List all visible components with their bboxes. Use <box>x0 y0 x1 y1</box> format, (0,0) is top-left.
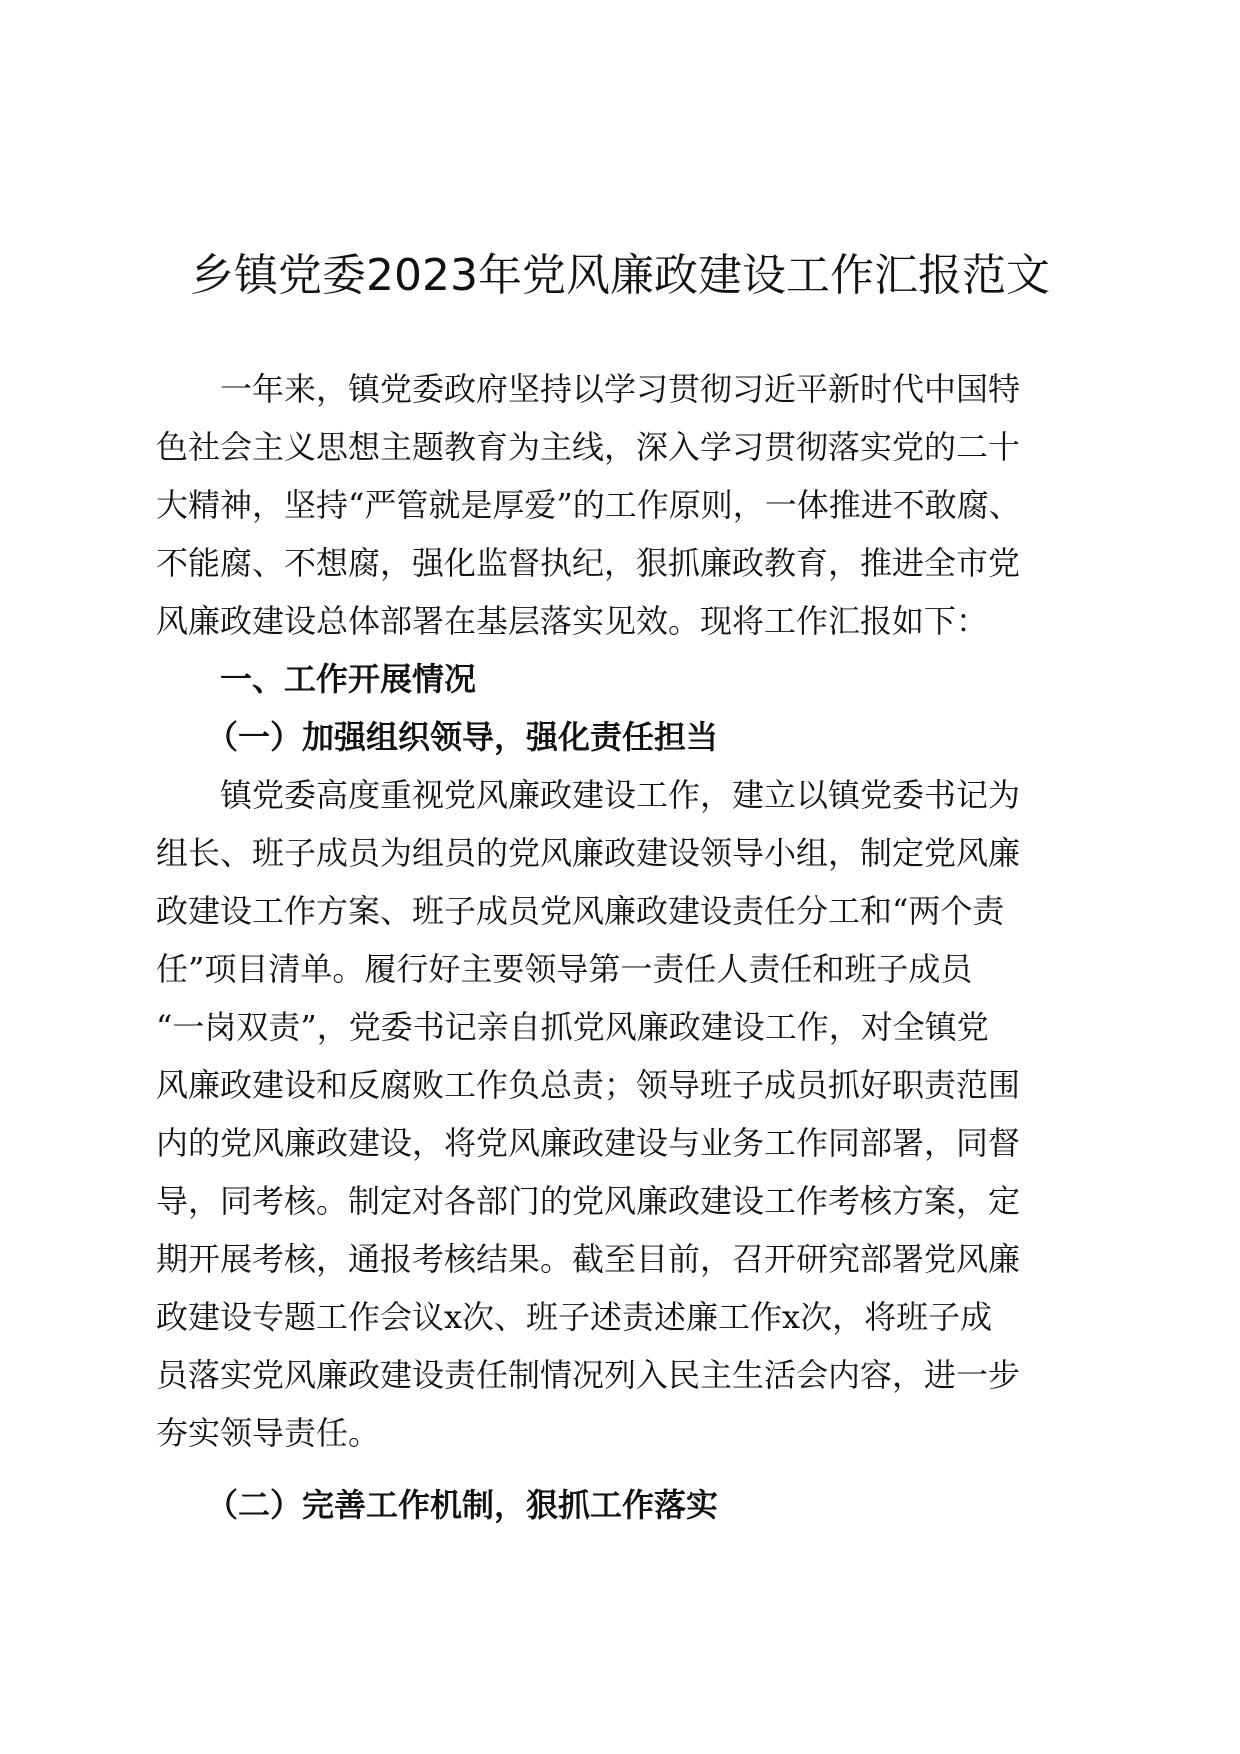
document-body <box>156 360 1096 1534</box>
intro-line: 大精神，坚持“严管就是厚爱”的工作原则，一体推进不敢腐、 <box>156 486 1021 524</box>
intro-paragraph <box>156 360 1096 650</box>
intro-line: 不能腐、不想腐，强化监督执纪，狠抓廉政教育，推进全市党 <box>156 544 1021 582</box>
paragraph-line: 任”项目清单。履行好主要领导第一责任人责任和班子成员 <box>156 950 973 988</box>
paragraph-line: 组长、班子成员为组员的党风廉政建设领导小组，制定党风廉 <box>156 834 1021 872</box>
paragraph-line: 员落实党风廉政建设责任制情况列入民主生活会内容，进一步 <box>156 1356 1021 1394</box>
paragraph-line: 导，同考核。制定对各部门的党风廉政建设工作考核方案，定 <box>156 1182 1021 1220</box>
document-title: 乡镇党委2023年党风廉政建设工作汇报范文 <box>190 250 1050 301</box>
paragraph-line: 镇党委高度重视党风廉政建设工作，建立以镇党委书记为 <box>220 776 1021 814</box>
paragraph-line: 政建设专题工作会议x次、班子述责述廉工作x次，将班子成 <box>156 1298 993 1336</box>
section-heading: 一、工作开展情况 <box>220 660 477 698</box>
paragraph-line: 内的党风廉政建设，将党风廉政建设与业务工作同部署，同督 <box>156 1124 1021 1162</box>
intro-line: 风廉政建设总体部署在基层落实见效。现将工作汇报如下： <box>156 602 989 640</box>
paragraph-line: “一岗双责”，党委书记亲自抓党风廉政建设工作，对全镇党 <box>156 1008 989 1046</box>
paragraph-line: 风廉政建设和反腐败工作负总责；领导班子成员抓好职责范围 <box>156 1066 1021 1104</box>
subsection-paragraph <box>156 766 1096 1462</box>
paragraph-line: 夯实领导责任。 <box>156 1414 381 1452</box>
subsection-heading: （二）完善工作机制，狠抓工作落实 <box>206 1486 719 1524</box>
intro-line: 一年来，镇党委政府坚持以学习贯彻习近平新时代中国特 <box>220 370 1021 408</box>
paragraph-line: 政建设工作方案、班子成员党风廉政建设责任分工和“两个责 <box>156 892 1005 930</box>
subsection-heading: （一）加强组织领导，强化责任担当 <box>206 718 719 756</box>
intro-line: 色社会主义思想主题教育为主线，深入学习贯彻落实党的二十 <box>156 428 1021 466</box>
paragraph-line: 期开展考核，通报考核结果。截至目前，召开研究部署党风廉 <box>156 1240 1021 1278</box>
